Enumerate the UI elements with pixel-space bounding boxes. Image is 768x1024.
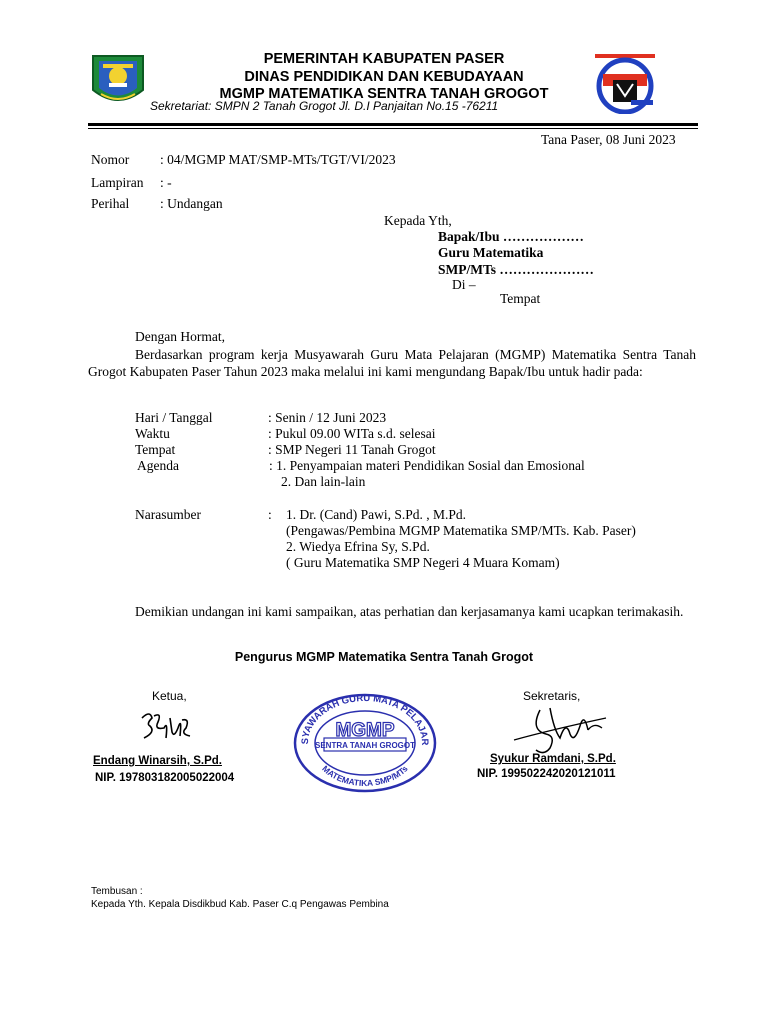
letter-date: Tana Paser, 08 Juni 2023 bbox=[541, 132, 676, 147]
mgmp-stamp bbox=[292, 692, 438, 794]
agenda-label: Agenda bbox=[137, 458, 179, 473]
perihal-label: Perihal bbox=[91, 196, 130, 211]
speaker-1-role: (Pengawas/Pembina MGMP Matematika SMP/MTs. Kab. Paser) bbox=[286, 523, 636, 538]
header-line-3: MGMP MATEMATIKA SENTRA TANAH GROGOT bbox=[219, 86, 549, 102]
header-line-2: DINAS PENDIDIKAN DAN KEBUDAYAAN bbox=[244, 69, 524, 85]
header-rule-thick bbox=[88, 123, 698, 126]
ketua-nip: NIP. 197803182005022004 bbox=[95, 772, 235, 784]
hari-label: Hari / Tanggal bbox=[135, 410, 213, 425]
stamp-bottom-text: MATEMATIKA SMP/MTs bbox=[320, 763, 410, 789]
waktu-value: : Pukul 09.00 WITa s.d. selesai bbox=[268, 426, 436, 441]
cc-line-1: Kepada Yth. Kepala Disdikbud Kab. Paser C.q Pengawas Pembina bbox=[91, 899, 389, 910]
cc-label: Tembusan : bbox=[91, 886, 143, 897]
header-address: Sekretariat: SMPN 2 Tanah Grogot Jl. D.I Panjaitan No.15 -76211 bbox=[150, 99, 499, 113]
speaker-2: 2. Wiedya Efrina Sy, S.Pd. bbox=[286, 539, 430, 554]
header-rule-thin bbox=[88, 128, 698, 129]
closing-paragraph: Demikian undangan ini kami sampaikan, atas perhatian dan kerjasamanya kami ucapkan terimakasih. bbox=[135, 604, 684, 619]
speaker-1: 1. Dr. (Cand) Pawi, S.Pd. , M.Pd. bbox=[286, 507, 467, 522]
sekretaris-name: Syukur Ramdani, S.Pd. bbox=[490, 753, 616, 765]
stamp-top-text: SYAWARAH GURU MATA PELAJAR bbox=[299, 692, 431, 746]
recipient-line-3: Guru Matematika bbox=[438, 245, 544, 260]
intro-paragraph: Berdasarkan program kerja Musyawarah Guru Mata Pelajaran (MGMP) Matematika Sentra Tanah Grogot Kabupaten Paser Tahun 2023 maka melalui ini kami mengundang Bapak/Ibu untuk hadir pada: bbox=[88, 347, 696, 379]
recipient-line-5: Di – bbox=[452, 277, 476, 292]
lampiran-value: : - bbox=[160, 175, 172, 190]
header-line-1: PEMERINTAH KABUPATEN PASER bbox=[263, 51, 505, 67]
sekretaris-title: Sekretaris, bbox=[523, 689, 581, 703]
nomor-label: Nomor bbox=[91, 152, 130, 167]
tempat-label: Tempat bbox=[135, 442, 176, 457]
lampiran-label: Lampiran bbox=[91, 175, 144, 190]
recipient-line-1: Kepada Yth, bbox=[384, 213, 452, 228]
greeting: Dengan Hormat, bbox=[135, 329, 225, 344]
recipient-line-2: Bapak/Ibu ……………… bbox=[438, 229, 584, 244]
stamp-center-text: SENTRA TANAH GROGOT bbox=[315, 741, 415, 750]
perihal-value: : Undangan bbox=[160, 196, 223, 211]
ketua-signature bbox=[136, 708, 196, 746]
recipient-line-6: Tempat bbox=[500, 291, 541, 306]
agenda-item-1: : 1. Penyampaian materi Pendidikan Sosial dan Emosional bbox=[269, 458, 585, 473]
recipient-line-4: SMP/MTs ………………… bbox=[438, 262, 594, 277]
hari-value: : Senin / 12 Juni 2023 bbox=[268, 410, 387, 425]
narasumber-label: Narasumber bbox=[135, 507, 201, 522]
ketua-name: Endang Winarsih, S.Pd. bbox=[93, 755, 222, 767]
agenda-item-2: 2. Dan lain-lain bbox=[281, 474, 366, 489]
stamp-logo-text: MGMP bbox=[335, 720, 395, 741]
speaker-2-role: ( Guru Matematika SMP Negeri 4 Muara Komam) bbox=[286, 555, 560, 570]
narasumber-colon: : bbox=[268, 507, 272, 522]
sekretaris-signature bbox=[510, 700, 610, 760]
waktu-label: Waktu bbox=[135, 426, 170, 441]
nomor-value: : 04/MGMP MAT/SMP-MTs/TGT/VI/2023 bbox=[160, 152, 396, 167]
sekretaris-nip: NIP. 199502242020121011 bbox=[477, 768, 616, 780]
org-title: Pengurus MGMP Matematika Sentra Tanah Grogot bbox=[234, 650, 534, 664]
ketua-title: Ketua, bbox=[152, 689, 187, 703]
tempat-value: : SMP Negeri 11 Tanah Grogot bbox=[268, 442, 436, 457]
